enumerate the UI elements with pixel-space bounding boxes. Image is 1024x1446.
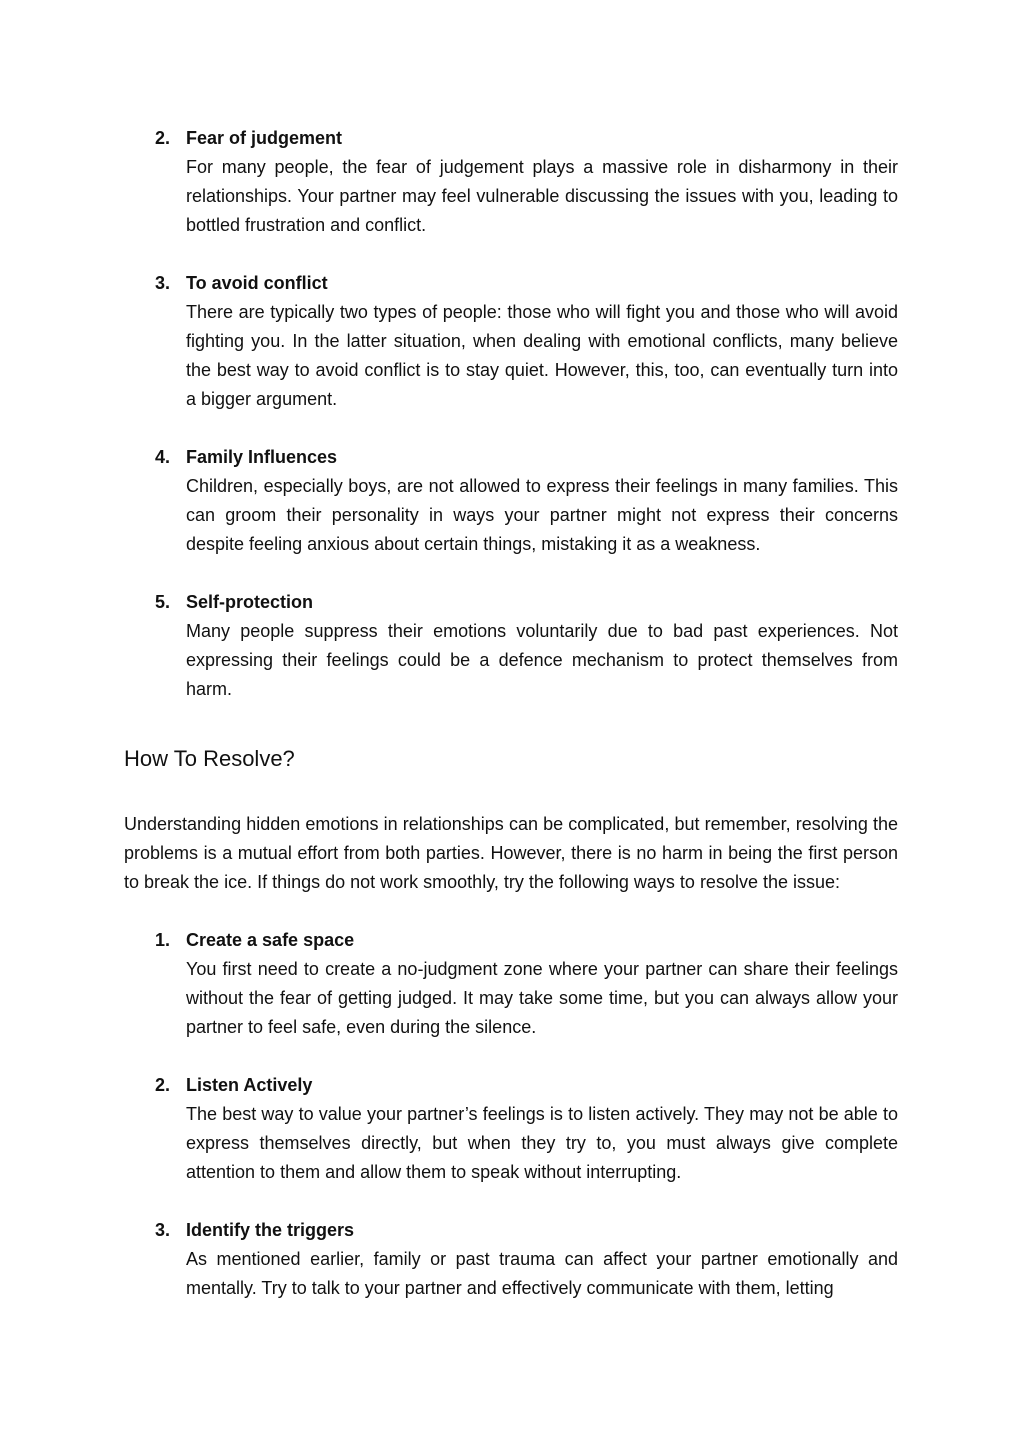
resolve-list xyxy=(124,926,898,1303)
item-body: There are typically two types of people: those who will fight you and those who will avoid fighting you. In the latter situation, when dealing with emotional conflicts, many believe the best way to avoid conflict is to stay quiet. However, this, too, can eventually turn into a bigger argument. xyxy=(186,302,898,409)
item-number: 1. xyxy=(155,930,171,950)
item-body: The best way to value your partner’s feelings is to listen actively. They may not be able to express themselves directly, but when they try to, you must always give complete attention to them and allow them to speak without interrupting. xyxy=(186,1104,898,1182)
item-number: 3. xyxy=(155,273,171,293)
item-body: Children, especially boys, are not allowed to express their feelings in many families. This can groom their personality in ways your partner might not express their concerns despite feeling anxious about certain things, mistaking it as a weakness. xyxy=(186,476,898,554)
item-body: Many people suppress their emotions voluntarily due to bad past experiences. Not expressing their feelings could be a defence mechanism to protect themselves from harm. xyxy=(186,621,898,699)
list-item xyxy=(124,1071,898,1187)
item-number: 4. xyxy=(155,447,171,467)
item-number: 2. xyxy=(155,1075,171,1095)
list-item xyxy=(124,443,898,559)
item-title: Create a safe space xyxy=(186,930,355,950)
item-number: 3. xyxy=(155,1220,171,1240)
section-heading: How To Resolve? xyxy=(124,746,295,771)
item-title: To avoid conflict xyxy=(186,273,328,293)
item-number: 5. xyxy=(155,592,171,612)
section-intro: Understanding hidden emotions in relationships can be complicated, but remember, resolving the problems is a mutual effort from both parties. However, there is no harm in being the first person to break the ice. If things do not work smoothly, try the following ways to resolve the issue: xyxy=(124,814,898,892)
list-item xyxy=(124,926,898,1042)
list-item xyxy=(124,588,898,704)
reasons-list xyxy=(124,124,898,704)
item-body: You first need to create a no-judgment zone where your partner can share their feelings without the fear of getting judged. It may take some time, but you can always allow your partner to feel safe, even during the silence. xyxy=(186,959,898,1037)
item-body: For many people, the fear of judgement plays a massive role in disharmony in their relationships. Your partner may feel vulnerable discussing the issues with you, leading to bottled frustration and conflict. xyxy=(186,157,898,235)
item-title: Family Influences xyxy=(186,447,338,467)
document-page xyxy=(124,124,898,1332)
item-body: As mentioned earlier, family or past trauma can affect your partner emotionally and mentally. Try to talk to your partner and effectively communicate with them, letting xyxy=(186,1249,898,1298)
item-title: Identify the triggers xyxy=(186,1220,355,1240)
item-title: Fear of judgement xyxy=(186,128,343,148)
item-number: 2. xyxy=(155,128,171,148)
item-title: Self-protection xyxy=(186,592,314,612)
item-title: Listen Actively xyxy=(186,1075,313,1095)
list-item xyxy=(124,1216,898,1303)
list-item xyxy=(124,124,898,240)
list-item xyxy=(124,269,898,414)
